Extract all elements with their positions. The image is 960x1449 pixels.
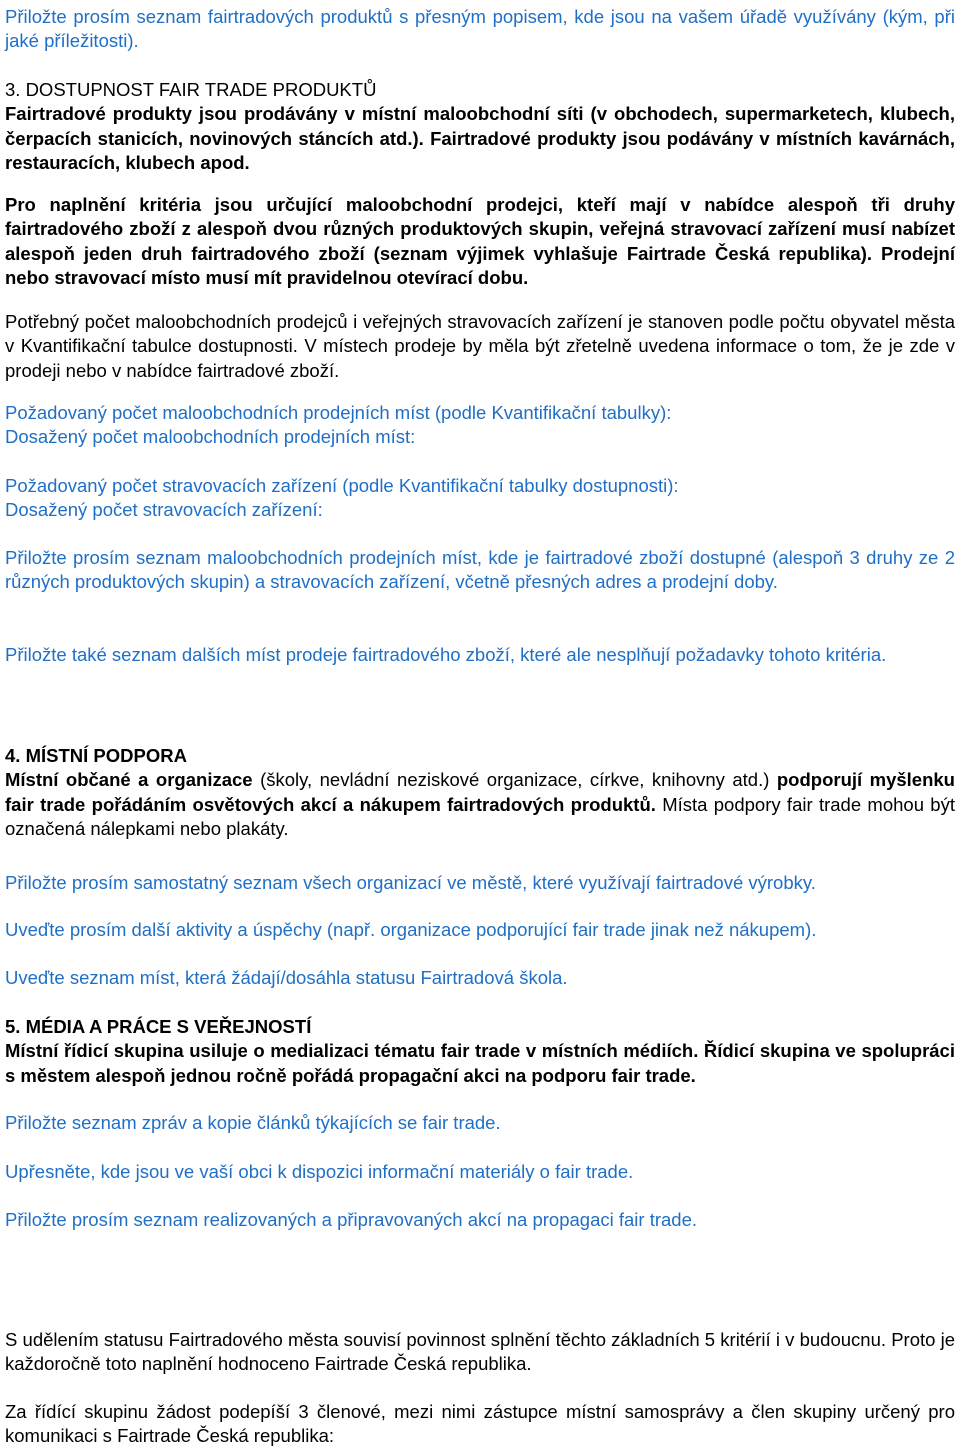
section3-intro xyxy=(5,78,955,175)
closing-signatures: Za řídící skupinu žádost podepíší 3 členové, mezi nimi zástupce místní samosprávy a člen skupiny určený pro komunikaci s Fairtrade Česká republika: xyxy=(5,1401,955,1447)
schools-instruction: Uveďte seznam míst, která žádají/dosáhla statusu Fairtradová škola. xyxy=(5,967,568,988)
attach-retail-list-instruction: Přiložte prosím seznam maloobchodních prodejních míst, kde je fairtradové zboží dostupné (alespoň 3 druhy ze 2 různých produktových skupin) a stravovacích zařízení, včetně přesných adres a prodejní doby. xyxy=(5,547,955,593)
info-materials-instruction: Upřesněte, kde jsou ve vaší obci k dispozici informační materiály o fair trade. xyxy=(5,1161,634,1182)
section4-heading: 4. MÍSTNÍ PODPORA xyxy=(5,745,187,766)
other-activities-instruction: Uveďte prosím další aktivity a úspěchy (např. organizace podporující fair trade jinak než nákupem). xyxy=(5,919,817,940)
attach-events-instruction: Přiložte prosím seznam realizovaných a připravovaných akcí na propagaci fair trade. xyxy=(5,1209,698,1230)
section5-intro-text: Místní řídicí skupina usiluje o medializaci tématu fair trade v místních médiích. Řídicí skupina ve spolupráci s městem alespoň jednou ročně pořádá propagační akci na podporu fair trade. xyxy=(5,1040,955,1086)
achieved-catering-label: Dosažený počet stravovacích zařízení: xyxy=(5,499,323,521)
attach-organizations-instruction: Přiložte prosím samostatný seznam všech organizací ve městě, které využívají fairtradové výrobky. xyxy=(5,872,816,893)
catering-counts xyxy=(5,474,955,523)
section3-count-paragraph: Potřebný počet maloobchodních prodejců i veřejných stravovacích zařízení je stanoven podle počtu obyvatel města v Kvantifikační tabulce dostupnosti. V místech prodeje by měla být zřetelně uvedena informace o tom, že je zde v prodeji nebo v nabídce fairtradové zboží. xyxy=(5,311,955,381)
closing-obligations: S udělením statusu Fairtradového města souvisí povinnost splnění těchto základních 5 kritérií i v budoucnu. Proto je každoročně toto naplnění hodnoceno Fairtrade Česká republika. xyxy=(5,1329,955,1375)
section3-criteria xyxy=(5,193,955,290)
section3-intro-text: Fairtradové produkty jsou prodávány v místní maloobchodní síti (v obchodech, supermarketech, klubech, čerpacích stanicích, novinových stáncích atd.). Fairtradové produkty jsou podávány v místních kavárnách, restauracích, klubech apod. xyxy=(5,103,955,173)
attach-products-instruction: Přiložte prosím seznam fairtradových produktů s přesným popisem, kde jsou na vašem úřadě využívány (kým, při jaké příležitosti). xyxy=(5,6,955,52)
section5-intro xyxy=(5,1015,955,1088)
section5-heading: 5. MÉDIA A PRÁCE S VEŘEJNOSTÍ xyxy=(5,1016,312,1037)
achieved-retail-label: Dosažený počet maloobchodních prodejních míst: xyxy=(5,426,416,448)
section3-heading: 3. DOSTUPNOST FAIR TRADE PRODUKTŮ xyxy=(5,79,377,100)
retail-counts xyxy=(5,401,955,450)
attach-news-instruction: Přiložte seznam zpráv a kopie článků týkajících se fair trade. xyxy=(5,1112,501,1133)
attach-other-places-instruction: Přiložte také seznam dalších míst prodeje fairtradového zboží, které ale nesplňují požadavky tohoto kritéria. xyxy=(5,644,887,665)
required-catering-label: Požadovaný počet stravovacích zařízení (podle Kvantifikační tabulky dostupnosti): xyxy=(5,475,679,496)
section3-criteria-text: Pro naplnění kritéria jsou určující maloobchodní prodejci, kteří mají v nabídce alespoň tři druhy fairtradového zboží z alespoň dvou různých produktových skupin, veřejná stravovací zařízení musí nabízet alespoň jeden druh fairtradového zboží (seznam výjimek vyhlašuje Fairtrade Česká republika). Prodejní nebo stravovací místo musí mít pravidelnou otevírací dobu. xyxy=(5,194,955,288)
required-retail-label: Požadovaný počet maloobchodních prodejních míst (podle Kvantifikační tabulky): xyxy=(5,402,672,423)
section4-intro xyxy=(5,744,955,841)
section4-paragraph: Místní občané a organizace (školy, nevládní neziskové organizace, církve, knihovny atd.) podporují myšlenku fair trade pořádáním osvětových akcí a nákupem fairtradových produktů. Místa podpory fair trade mohou být označená nálepkami nebo plakáty. xyxy=(5,769,955,839)
